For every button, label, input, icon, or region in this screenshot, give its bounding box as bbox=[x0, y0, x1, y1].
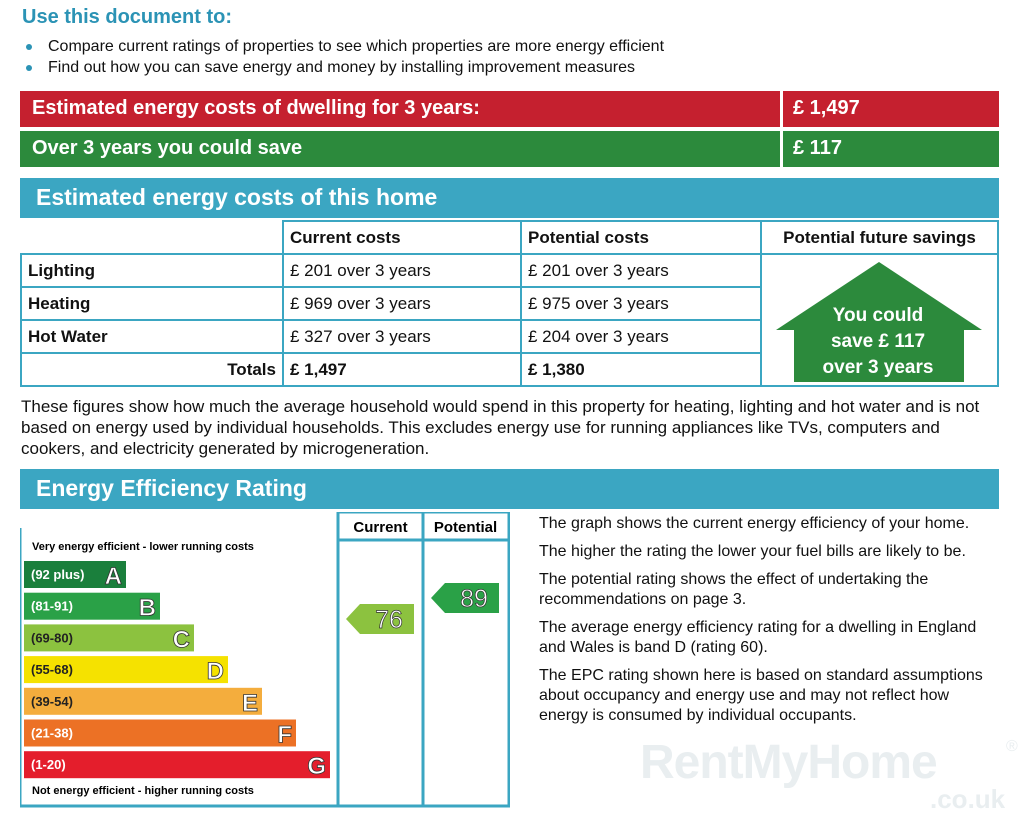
header-potential-costs: Potential costs bbox=[521, 221, 761, 254]
band-letter: E bbox=[241, 689, 258, 717]
watermark-logo: RentMyHome bbox=[640, 736, 937, 789]
header-current-costs: Current costs bbox=[283, 221, 521, 254]
band-range-label: (1-20) bbox=[31, 757, 66, 773]
row-label: Heating bbox=[21, 287, 283, 320]
bullet-list bbox=[22, 36, 664, 78]
side-paragraph: The higher the rating the lower your fuel bills are likely to be. bbox=[539, 543, 966, 560]
row-label: Hot Water bbox=[21, 320, 283, 353]
potential-rating-arrow-value: 89 bbox=[460, 585, 488, 613]
savings-arrow-text bbox=[790, 303, 966, 381]
row-label: Lighting bbox=[21, 254, 283, 287]
table-header-row bbox=[21, 221, 998, 254]
rating-explanation bbox=[539, 514, 989, 734]
band-range-label: (55-68) bbox=[31, 662, 73, 678]
savings-value: £ 117 bbox=[780, 131, 999, 167]
estimated-cost-label: Estimated energy costs of dwelling for 3 years: bbox=[32, 97, 480, 119]
side-paragraph: The potential rating shows the effect of undertaking the recommendations on page 3. bbox=[539, 571, 929, 608]
row-current: £ 201 over 3 years bbox=[283, 254, 521, 287]
rating-section-heading: Energy Efficiency Rating bbox=[20, 469, 999, 509]
current-rating-arrow-value: 76 bbox=[375, 606, 403, 634]
header-blank bbox=[21, 221, 283, 254]
page-title: Use this document to: bbox=[22, 6, 233, 28]
band-letter: D bbox=[206, 658, 224, 686]
estimated-cost-bar bbox=[20, 91, 999, 127]
row-potential: £ 975 over 3 years bbox=[521, 287, 761, 320]
savings-line: You could bbox=[832, 305, 924, 326]
bottom-note: Not energy efficient - higher running costs bbox=[32, 785, 254, 797]
bullet-item: Compare current ratings of properties to see which properties are more energy efficient bbox=[22, 36, 664, 57]
row-potential: £ 201 over 3 years bbox=[521, 254, 761, 287]
totals-label: Totals bbox=[21, 353, 283, 386]
savings-label: Over 3 years you could save bbox=[32, 137, 303, 159]
potential-column-header: Potential bbox=[433, 519, 498, 536]
band-letter: C bbox=[172, 626, 190, 654]
estimated-cost-value: £ 1,497 bbox=[780, 91, 999, 127]
explanation-text: These figures show how much the average household would spend in this property for heating, lighting and hot water and is not based on energy used by individual households. This excludes energy use for running appliances like TVs, computers and cookers, and electricity generated by microgeneration. bbox=[21, 397, 980, 458]
row-current: £ 969 over 3 years bbox=[283, 287, 521, 320]
top-note: Very energy efficient - lower running costs bbox=[32, 541, 254, 553]
bullet-item: Find out how you can save energy and money by installing improvement measures bbox=[22, 57, 664, 78]
band-letter: B bbox=[138, 594, 156, 622]
row-current: £ 327 over 3 years bbox=[283, 320, 521, 353]
side-paragraph: The average energy efficiency rating for a dwelling in England and Wales is band D (rating 60). bbox=[539, 619, 977, 656]
totals-current: £ 1,497 bbox=[283, 353, 521, 386]
watermark-domain: .co.uk bbox=[930, 784, 1006, 814]
savings-line: over 3 years bbox=[822, 357, 934, 378]
rating-band-g bbox=[24, 751, 330, 781]
band-range-label: (92 plus) bbox=[31, 567, 85, 582]
watermark-mark: ® bbox=[1006, 738, 1018, 755]
current-column-header: Current bbox=[353, 519, 408, 536]
band-range-label: (21-38) bbox=[31, 725, 73, 741]
totals-potential: £ 1,380 bbox=[521, 353, 761, 386]
savings-bar bbox=[20, 131, 999, 167]
costs-section-heading: Estimated energy costs of this home bbox=[20, 178, 999, 218]
side-paragraph: The EPC rating shown here is based on standard assumptions about occupancy and energy use and may not reflect how energy is consumed by individual occupants. bbox=[539, 667, 983, 724]
band-range-label: (81-91) bbox=[31, 598, 73, 614]
band-letter: G bbox=[307, 753, 326, 781]
efficiency-rating-chart bbox=[20, 512, 510, 808]
frame-gap bbox=[20, 512, 337, 528]
row-potential: £ 204 over 3 years bbox=[521, 320, 761, 353]
band-letter: F bbox=[277, 721, 292, 749]
savings-line: save £ 117 bbox=[830, 331, 926, 352]
band-letter: A bbox=[104, 563, 122, 590]
header-potential-savings: Potential future savings bbox=[761, 221, 998, 254]
side-paragraph: The graph shows the current energy efficiency of your home. bbox=[539, 515, 970, 532]
band-range-label: (39-54) bbox=[31, 693, 73, 709]
band-range-label: (69-80) bbox=[31, 630, 73, 646]
